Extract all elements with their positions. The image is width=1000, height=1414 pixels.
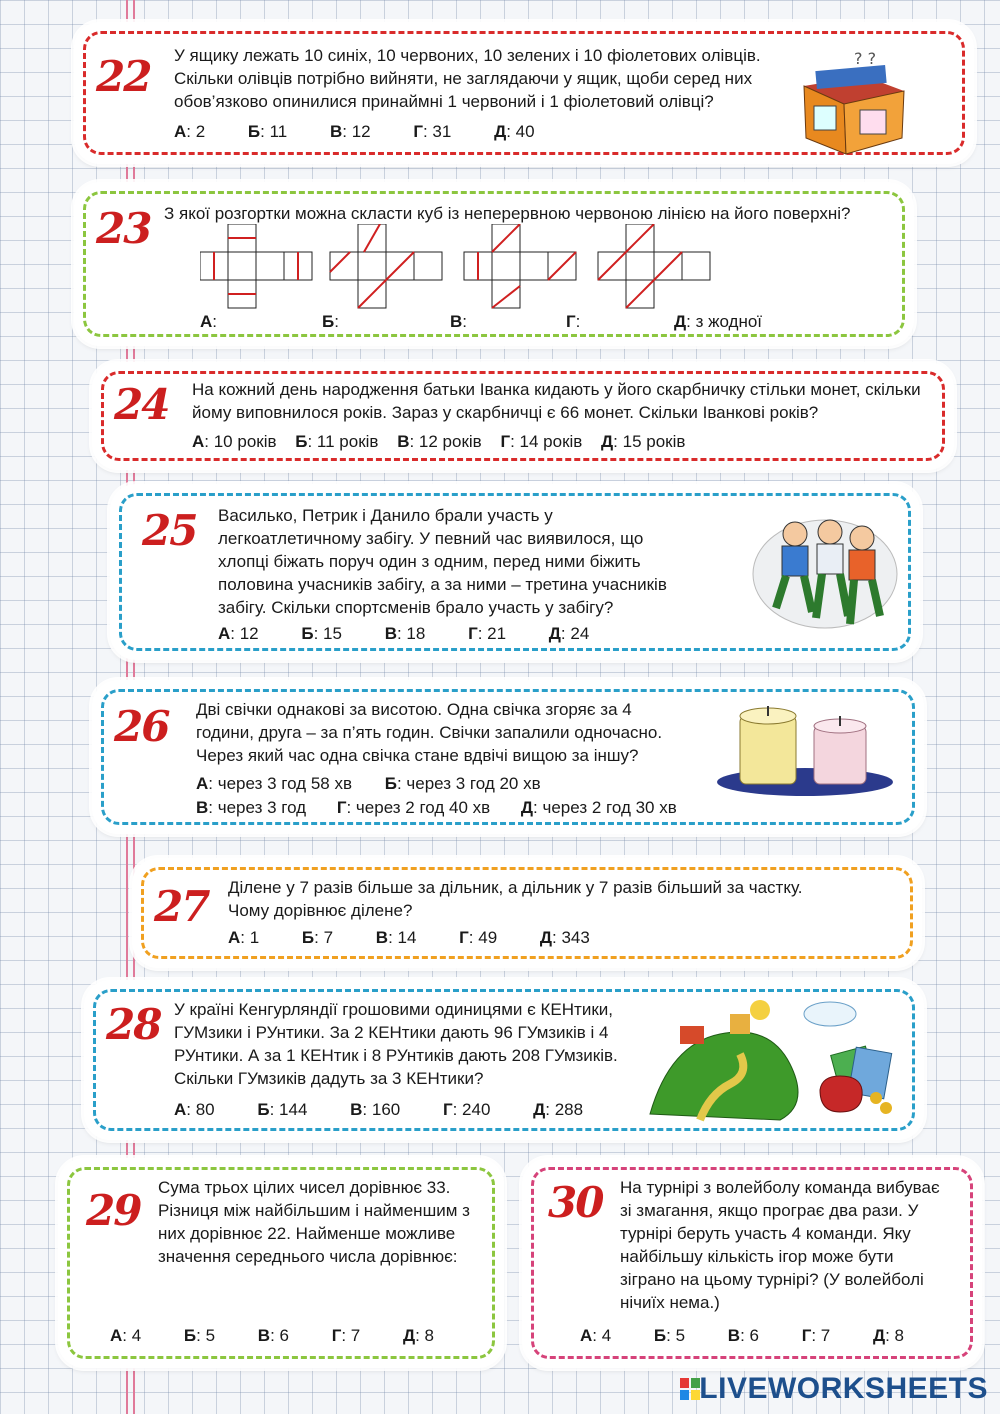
question-text: У країні Кенгурляндії грошовими одиницями є КЕНтики, ГУМзики і РУнтики. За 2 КЕНтики дають 96 ГУмзиків і 4 РУнтики. А за 1 КЕНтик і 8 РУнтиків дають 208 ГУмзиків. Скільки ГУмзиків дадуть за 3 КЕНтики? [174,1000,618,1088]
question-text: Василько, Петрик і Данило брали участь у легкоатлетичному забігу. У певний час виявилося, що хлопці біжать поруч один з одним, перед ними біжить половина учасників забігу, а за ними – третина учасників забігу. Скільки спортсменів брало участь у забігу? [218,506,667,617]
answer-c[interactable]: В: 12 [329,122,371,141]
answer-b[interactable]: Б: [322,312,339,331]
answer-d[interactable]: Г: 31 [413,122,452,141]
question-number: 22 [96,52,151,101]
answer-c[interactable]: В: 160 [350,1100,401,1119]
net-c [464,224,576,308]
answer-d[interactable]: Г: 240 [442,1100,491,1119]
answer-b[interactable]: Б: 11 [247,122,288,141]
answer-b[interactable]: Б: 11 років [295,432,379,451]
answer-e[interactable]: Д: з жодної [674,312,763,331]
runners-illustration [750,512,900,636]
answer-a[interactable]: А: 1 [228,928,260,947]
answer-c[interactable]: В: через 3 год [196,798,307,817]
answers-row [110,1326,434,1346]
question-text: Ділене у 7 разів більше за дільник, а дільник у 7 разів більший за частку. Чому дорівнює ділене? [228,878,803,920]
answers-row [192,432,685,452]
answer-a[interactable]: А: через 3 год 58 хв [196,774,352,793]
pencil-box-illustration [794,46,914,158]
answer-b[interactable]: Б: 7 [301,928,334,947]
answer-a[interactable]: А: 4 [110,1326,142,1345]
answer-b[interactable]: Б: 15 [301,624,342,643]
answer-c[interactable]: В: [450,312,468,331]
question-24-card [92,362,954,470]
question-number: 30 [548,1178,603,1227]
answer-a[interactable]: А: 2 [174,122,206,141]
question-text: Дві свічки однакові за висотою. Одна свічка згоряє за 4 години, друга – за п’ять годин. Свічки запалили одночасно. Через який час одна свічка стане вдвічі вищою за іншу? [196,700,663,765]
answer-e[interactable]: Д: 24 [548,624,590,643]
answer-d[interactable]: Г: 14 років [500,432,583,451]
question-number: 24 [114,380,169,429]
question-number: 26 [114,702,169,751]
question-28-card [84,980,924,1140]
question-text: У ящику лежать 10 синіх, 10 червоних, 10 зелених і 10 фіолетових олівців. Скільки олівців потрібно вийняти, не заглядаючи у ящик, щоби серед них обов’язково опинилися принаймні 1 червоний і 1 фіолетовий олівці? [174,46,761,111]
answers-row [174,122,535,142]
question-number: 23 [96,204,151,253]
answer-a[interactable]: А: 4 [580,1326,612,1345]
answer-e[interactable]: Д: 15 років [601,432,686,451]
cube-nets [200,224,730,310]
question-number: 25 [142,506,197,555]
answer-d[interactable]: Г: через 2 год 40 хв [336,798,491,817]
question-26-card [92,680,924,834]
answer-e[interactable]: Д: 8 [402,1326,435,1345]
answers-row [228,928,590,948]
brand-logo[interactable]: LIVEWORKSHEETS [699,1372,988,1405]
svg-text:? ?: ? ? [854,49,877,68]
question-23-card [74,182,914,346]
candles-illustration [710,698,896,798]
answer-b[interactable]: Б: 5 [653,1326,686,1345]
question-25-card [110,484,920,660]
answer-b[interactable]: Б: 5 [183,1326,216,1345]
question-text: На кожний день народження батьки Іванка кидають у його скарбничку стільки монет, скільки йому виповнилося років. Зараз у скарбничці є 66 монет. Скільки Іванкові років? [192,380,921,422]
answer-a[interactable]: А: [200,312,218,331]
answer-d[interactable]: Г: [566,312,581,331]
answer-b[interactable]: Б: 144 [257,1100,308,1119]
answer-d[interactable]: Г: 7 [331,1326,361,1345]
answer-e[interactable]: Д: 40 [494,122,535,141]
answers-row-2 [196,798,677,818]
answer-e[interactable]: Д: 288 [533,1100,584,1119]
answer-e[interactable]: Д: 8 [872,1326,905,1345]
question-number: 28 [106,1000,161,1049]
answer-a[interactable]: А: 12 [218,624,259,643]
question-29-card [58,1158,504,1368]
answer-e[interactable]: Д: 343 [539,928,590,947]
answer-a[interactable]: А: 10 років [192,432,277,451]
question-text: З якої розгортки можна скласти куб із неперервною червоною лінією на його поверхні? [164,204,851,223]
answer-d[interactable]: Г: 7 [801,1326,831,1345]
question-number: 29 [86,1186,141,1235]
answer-c[interactable]: В: 18 [384,624,426,643]
answers-row-1 [196,774,541,794]
answer-c[interactable]: В: 6 [727,1326,759,1345]
question-30-card [522,1158,982,1368]
question-text: Сума трьох цілих чисел дорівнює 33. Різниця між найбільшим і найменшим з них дорівнює 22. Найменше можливе значення середнього числа дорівнює: [158,1178,470,1266]
answer-d[interactable]: Г: 21 [468,624,507,643]
question-22-card [74,22,974,164]
answer-c[interactable]: В: 12 років [397,432,482,451]
net-d [598,224,710,308]
liveworksheets-logo-icon [680,1378,700,1400]
question-text: На турнірі з волейболу команда вибуває зі змагання, якщо програє два рази. У турнірі беруть участь 4 команди. Яку найбільшу кількість ігор може бути зіграно на цьому турнірі? (У волейболі нічиїх нема.) [620,1178,940,1312]
question-number: 27 [154,882,209,931]
question-27-card [132,858,922,968]
net-b [330,224,442,308]
answer-d[interactable]: Г: 49 [459,928,498,947]
kangaroo-land-illustration [640,994,910,1130]
net-a [200,224,312,308]
answer-b[interactable]: Б: через 3 год 20 хв [384,774,541,793]
answer-c[interactable]: В: 14 [375,928,417,947]
answer-e[interactable]: Д: через 2 год 30 хв [520,798,677,817]
answers-row [218,624,589,644]
answer-c[interactable]: В: 6 [257,1326,289,1345]
answer-a[interactable]: А: 80 [174,1100,215,1119]
answers-row [174,1100,583,1120]
answers-row [580,1326,904,1346]
